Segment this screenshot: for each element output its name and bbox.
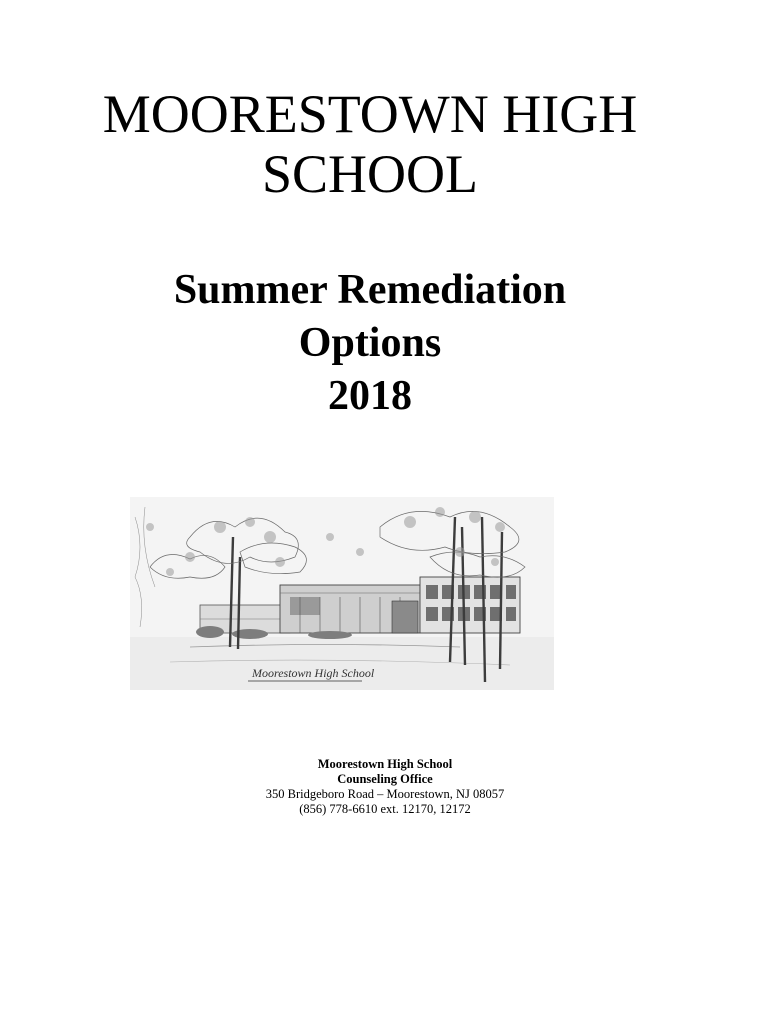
school-sketch-svg bbox=[130, 497, 554, 690]
subtitle-year: 2018 bbox=[328, 373, 412, 419]
school-title-line-1: MOORESTOWN HIGH bbox=[102, 84, 638, 144]
document-subtitle bbox=[0, 264, 740, 423]
school-title bbox=[0, 84, 740, 204]
subtitle-line-1: Summer Remediation bbox=[173, 267, 567, 313]
contact-phone: (856) 778-6610 ext. 12170, 12172 bbox=[299, 802, 471, 816]
contact-school-name: Moorestown High School bbox=[317, 757, 453, 771]
contact-office: Counseling Office bbox=[337, 772, 433, 786]
contact-address: 350 Bridgeboro Road – Moorestown, NJ 08057 bbox=[265, 787, 505, 801]
school-title-line-2: SCHOOL bbox=[261, 144, 479, 204]
sketch-caption: Moorestown High School bbox=[252, 666, 375, 680]
school-building-sketch bbox=[130, 497, 554, 690]
contact-block bbox=[0, 757, 770, 817]
subtitle-line-2: Options bbox=[298, 320, 442, 366]
